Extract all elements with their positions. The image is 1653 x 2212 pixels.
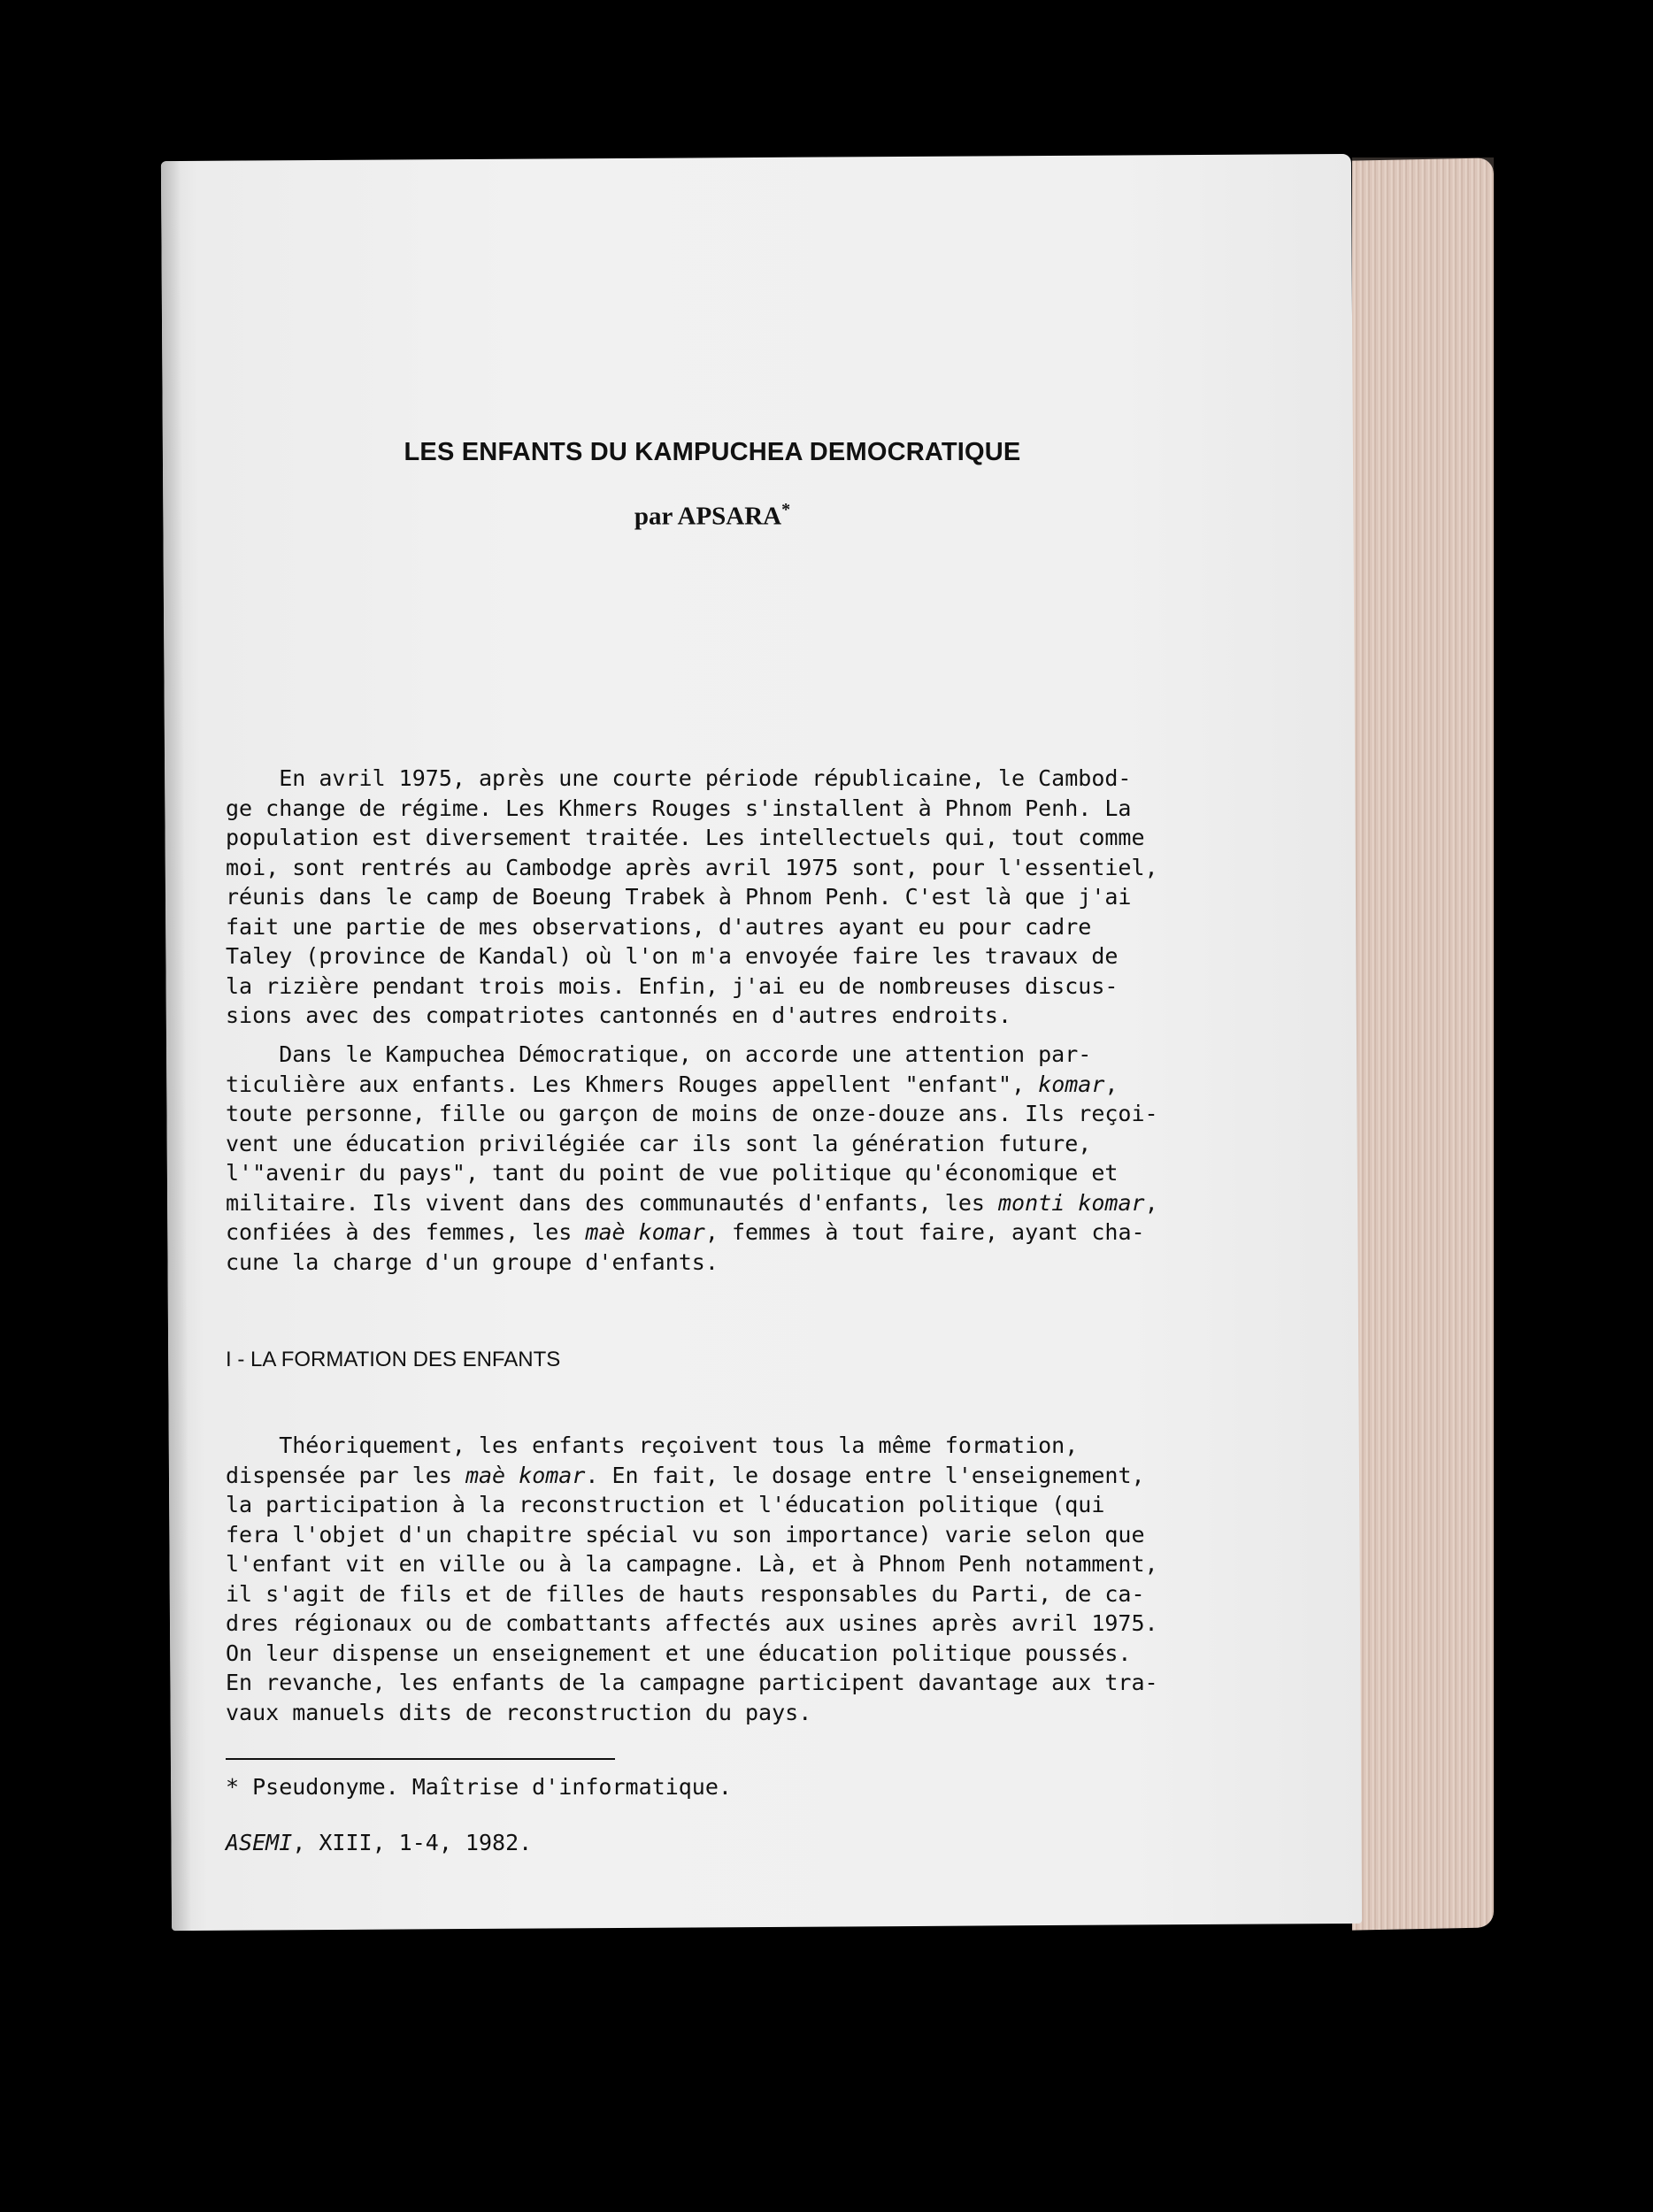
- article-byline: [226, 500, 1199, 532]
- section-heading: I - LA FORMATION DES ENFANTS: [226, 1348, 561, 1371]
- text-line: En avril 1975, après une courte période républicaine, le Cambod-: [226, 765, 1132, 791]
- text-line: cune la charge d'un groupe d'enfants.: [226, 1248, 719, 1275]
- citation-details: , XIII, 1-4, 1982.: [292, 1830, 533, 1855]
- text-line: la rizière pendant trois mois. Enfin, j'ai eu de nombreuses discus-: [226, 972, 1119, 999]
- text-line: Théoriquement, les enfants reçoivent tous la même formation,: [226, 1432, 1079, 1458]
- page-stack-edges: [1352, 157, 1494, 1930]
- text-line: On leur dispense un enseignement et une éducation politique poussés.: [226, 1640, 1132, 1666]
- text-line: militaire. Ils vivent dans des communautés d'enfants, les monti komar,: [226, 1189, 1158, 1216]
- text-line: fera l'objet d'un chapitre spécial vu son importance) varie selon que: [226, 1521, 1145, 1548]
- text-line: Dans le Kampuchea Démocratique, on accorde une attention par-: [226, 1041, 1092, 1067]
- text-line: fait une partie de mes observations, d'autres ayant eu pour cadre: [226, 913, 1092, 940]
- text-line: sions avec des compatriotes cantonnés en d'autres endroits.: [226, 1002, 1012, 1028]
- journal-citation: [226, 1830, 532, 1855]
- text-line: la participation à la reconstruction et l'éducation politique (qui: [226, 1492, 1105, 1517]
- paragraph-children: [226, 1040, 1199, 1277]
- text-line: Taley (province de Kandal) où l'on m'a envoyée faire les travaux de: [226, 943, 1119, 969]
- text-line: moi, sont rentrés au Cambodge après avril 1975 sont, pour l'essentiel,: [226, 854, 1158, 880]
- italic-term: komar: [1038, 1071, 1105, 1097]
- text-line: il s'agit de fils et de filles de hauts responsables du Parti, de ca-: [226, 1580, 1145, 1607]
- italic-term: monti komar: [997, 1189, 1145, 1216]
- footnote-mark: *: [781, 500, 791, 519]
- text-line: l'enfant vit en ville ou à la campagne. Là, et à Phnom Penh notamment,: [226, 1551, 1158, 1577]
- text-line: l'"avenir du pays", tant du point de vue politique qu'économique et: [226, 1160, 1119, 1186]
- italic-term: maè komar: [465, 1462, 586, 1488]
- text-line: dres régionaux ou de combattants affectés aux usines après avril 1975.: [226, 1610, 1158, 1636]
- text-line: ticulière aux enfants. Les Khmers Rouges appellent "enfant", komar,: [226, 1071, 1119, 1097]
- text-line: toute personne, fille ou garçon de moins de onze-douze ans. Ils reçoi-: [226, 1101, 1158, 1126]
- author-name: par APSARA: [634, 502, 782, 531]
- text-line: réunis dans le camp de Boeung Trabek à Phnom Penh. C'est là que j'ai: [226, 884, 1132, 910]
- gutter-shadow: [161, 161, 191, 1931]
- journal-name: ASEMI: [226, 1830, 293, 1855]
- text-line: population est diversement traitée. Les intellectuels qui, tout comme: [226, 825, 1145, 850]
- text-line: dispensée par les maè komar. En fait, le dosage entre l'enseignement,: [226, 1462, 1145, 1488]
- text-line: vent une éducation privilégiée car ils sont la génération future,: [226, 1130, 1092, 1156]
- text-line: ge change de régime. Les Khmers Rouges s'installent à Phnom Penh. La: [226, 795, 1132, 821]
- footnote-divider: [226, 1758, 615, 1760]
- footnote: * Pseudonyme. Maîtrise d'informatique.: [226, 1774, 732, 1800]
- text-line: confiées à des femmes, les maè komar, femmes à tout faire, ayant cha-: [226, 1219, 1145, 1245]
- article-title: LES ENFANTS DU KAMPUCHEA DEMOCRATIQUE: [404, 438, 1021, 466]
- paragraph-formation: [226, 1431, 1199, 1727]
- italic-term: maè komar: [585, 1219, 705, 1245]
- text-line: En revanche, les enfants de la campagne participent davantage aux tra-: [226, 1670, 1158, 1695]
- text-line: vaux manuels dits de reconstruction du pays.: [226, 1699, 812, 1725]
- paragraph-intro: [226, 764, 1199, 1031]
